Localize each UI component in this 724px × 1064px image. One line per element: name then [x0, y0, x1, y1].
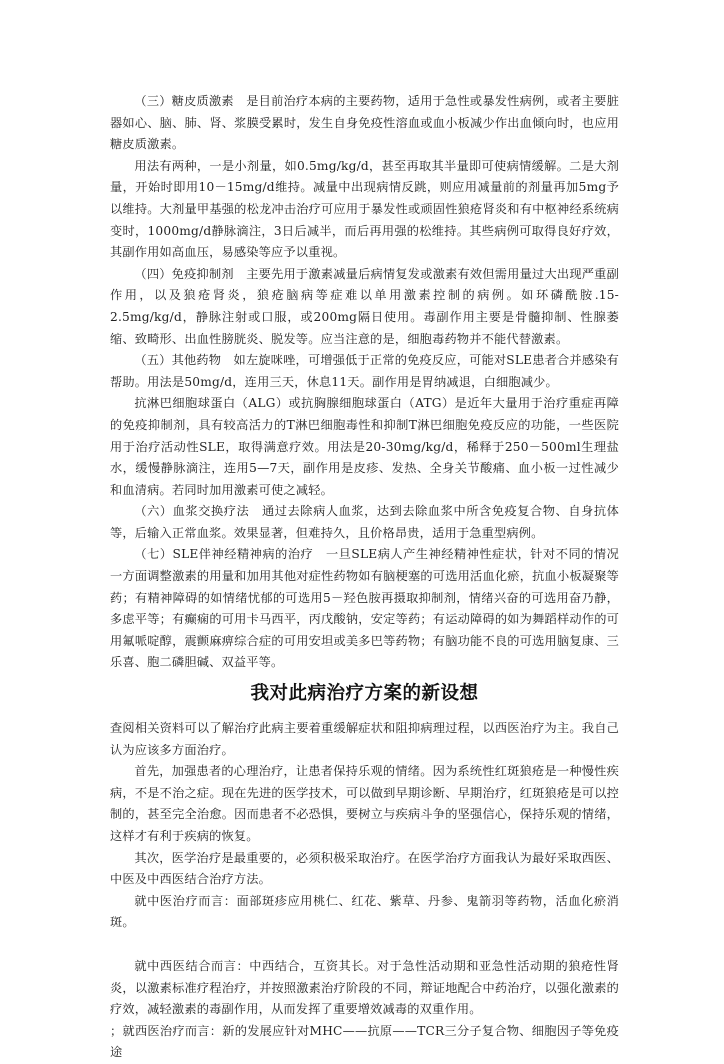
new-ideas-section: [110, 718, 619, 934]
paragraph-alg-atg: 抗淋巴细胞球蛋白（ALG）或抗胸腺细胞球蛋白（ATG）是近年大量用于治疗重症再障的免疫抑制剂，具有较高活力的T淋巴细胞毒性和抑制T淋巴细胞免疫反应的功能，一些医院用于治疗活动性SLE，取得满意疗效。用法是20-30mg/kg/d，稀释于250－500ml生理盐水，缓慢静脉滴注，连用5—7天，副作用是皮疹、发热、全身关节酸痛、血小板一过性减少和血清病。若同时加用激素可使之减轻。: [110, 396, 619, 497]
paragraph-neuropsychiatric: （七）SLE伴神经精神病的治疗 一旦SLE病人产生神经精神性症状，针对不同的情况一方面调整激素的用量和加用其他对症性药物如有脑梗塞的可选用活血化瘀，抗血小板凝聚等药；有精神障碍的如情绪忧郁的可选用5－羟色胺再摄取抑制剂，情绪兴奋的可选用奋乃静，多虑平等；有癫痫的可用卡马西平，丙戊酸钠，安定等药；有运动障碍的如为舞蹈样动作的可用氟哌啶醇，震颤麻痹综合症的可用安坦或美多巴等药物；有脑功能不良的可选用脑复康、三乐喜、胞二磷胆碱、双益平等。: [110, 547, 619, 670]
paragraph-immunosuppressants: （四）免疫抑制剂 主要先用于激素减量后病情复发或激素有效但需用量过大出现严重副作用，以及狼疮肾炎，狼疮脑病等症难以单用激素控制的病例。如环磷酰胺.15-2.5mg/kg/d，静脉注射或口服，或200mg隔日使用。毒副作用主要是骨髓抑制、性腺萎缩、致畸形、出血性膀胱炎、脱发等。应当注意的是，细胞毒药物并不能代替激素。: [110, 266, 619, 346]
paragraph-other-drugs: （五）其他药物 如左旋咪唑，可增强低于正常的免疫反应，可能对SLE患者合并感染有帮助。用法是50mg/d，连用三天，休息11天。副作用是胃纳减退，白细胞减少。: [110, 353, 619, 389]
paragraph-psychological: 首先，加强患者的心理治疗，让患者保持乐观的情绪。因为系统性红斑狼疮是一种慢性疾病，不是不治之症。现在先进的医学技术，可以做到早期诊断、早期治疗，红斑狼疮是可以控制的，甚至完全治愈。因而患者不必恐惧，要树立与疾病斗争的坚强信心，保持乐观的情绪，这样才有利于疾病的恢复。: [110, 764, 619, 843]
treatment-section: [110, 91, 619, 674]
paragraph-intro: 查阅相关资料可以了解治疗此病主要着重缓解症状和阻抑病理过程，以西医治疗为主。我自己认为应该多方面治疗。: [110, 721, 619, 757]
paragraph-glucocorticoids: （三）糖皮质激素 是目前治疗本病的主要药物，适用于急性或暴发性病例，或者主要脏器如心、脑、肺、肾、浆膜受累时，发生自身免疫性溶血或血小板减少作出血倾向时，也应用糖皮质激素。: [110, 94, 619, 152]
paragraph-plasma-exchange: （六）血浆交换疗法 通过去除病人血浆，达到去除血浆中所含免疫复合物、自身抗体等，后输入正常血浆。效果显著，但难持久，且价格昂贵，适用于急重型病例。: [110, 504, 619, 540]
paragraph-western: ；就西医治疗而言：新的发展应针对MHC——抗原——TCR三分子复合物、细胞因子等免疫途: [110, 1023, 619, 1060]
paragraph-integrated: 就中西医结合而言：中西结合，互资其长。对于急性活动期和亚急性活动期的狼疮性肾炎，以激素标准疗程治疗，并按照激素治疗阶段的不同，辩证地配合中药治疗，以强化激素的疗效，减轻激素的毒副作用，从而发挥了重要增效减毒的双重作用。: [110, 958, 619, 1017]
section-heading: 我对此病治疗方案的新设想: [250, 683, 479, 705]
paragraph-usage: 用法有两种，一是小剂量，如0.5mg/kg/d，甚至再取其半量即可使病情缓解。二是大剂量，开始时即用10－15mg/d维持。减量中出现病情反跳，则应用减量前的剂量再加5mg予以维持。大剂量甲基强的松龙冲击治疗可应用于暴发性或顽固性狼疮肾炎和有中枢神经系统病变时，1000mg/d静脉滴注，3日后减半，而后再用强的松维持。其些病例可取得良好疗效，其副作用如高血压，易感染等应予以重视。: [110, 158, 619, 260]
paragraph-tcm: 就中医治疗而言：面部斑疹应用桃仁、红花、紫草、丹参、鬼箭羽等药物，活血化瘀消斑。: [110, 893, 619, 930]
paragraph-medical: 其次，医学治疗是最重要的，必须积极采取治疗。在医学治疗方面我认为最好采取西医、中医及中西医结合治疗方法。: [110, 850, 619, 887]
combined-section: [110, 956, 619, 1064]
